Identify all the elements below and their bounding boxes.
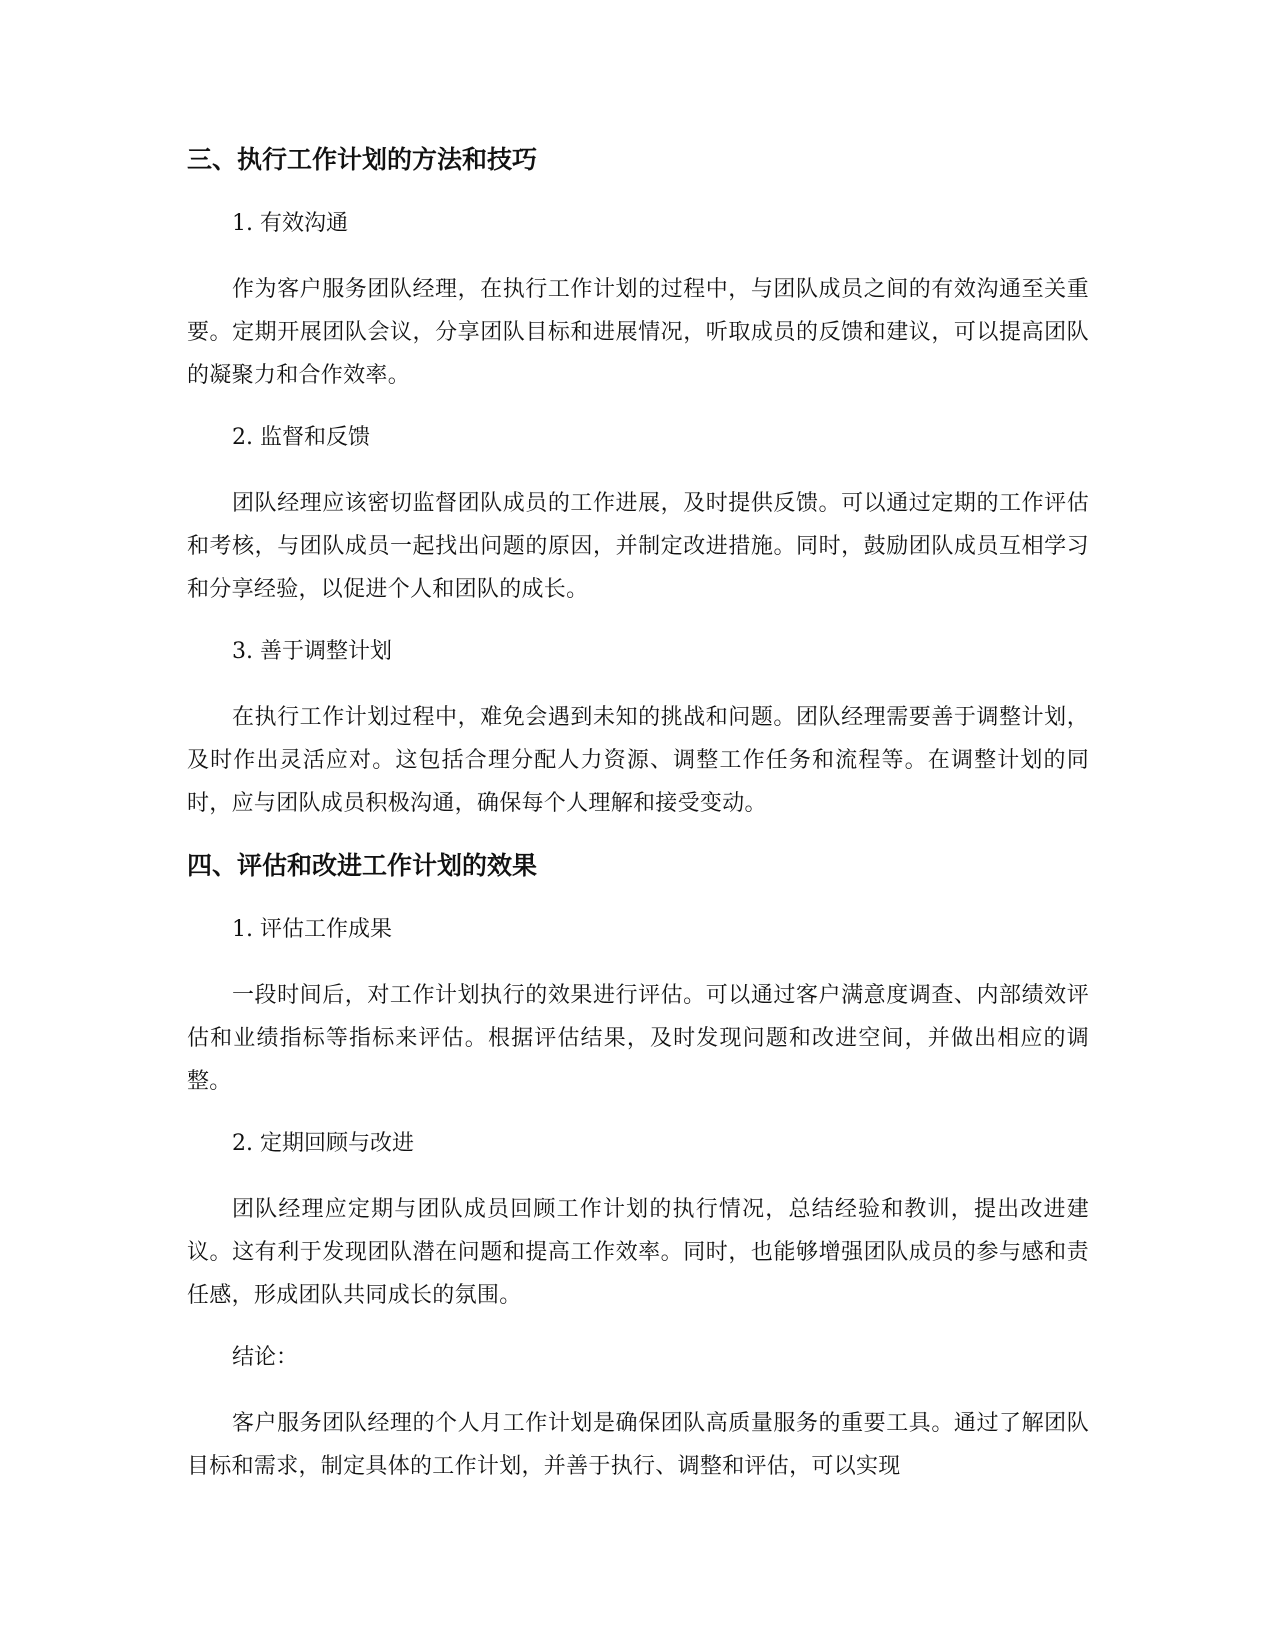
subsection-heading: 2. 定期回顾与改进 xyxy=(232,1131,414,1156)
subsection-heading: 2. 监督和反馈 xyxy=(232,425,370,450)
paragraph: 一段时间后，对工作计划执行的效果进行评估。可以通过客户满意度调查、内部绩效评估和业绩指标等指标来评估。根据评估结果，及时发现问题和改进空间，并做出相应的调整。 xyxy=(187,983,1089,1094)
document-body xyxy=(187,140,1089,1488)
section-heading: 四、评估和改进工作计划的效果 xyxy=(187,851,538,880)
paragraph: 作为客户服务团队经理，在执行工作计划的过程中，与团队成员之间的有效沟通至关重要。定期开展团队会议，分享团队目标和进展情况，听取成员的反馈和建议，可以提高团队的凝聚力和合作效率。 xyxy=(187,277,1089,388)
paragraph: 在执行工作计划过程中，难免会遇到未知的挑战和问题。团队经理需要善于调整计划，及时作出灵活应对。这包括合理分配人力资源、调整工作任务和流程等。在调整计划的同时，应与团队成员积极沟通，确保每个人理解和接受变动。 xyxy=(187,705,1089,816)
section-heading: 三、执行工作计划的方法和技巧 xyxy=(187,145,538,174)
paragraph: 团队经理应该密切监督团队成员的工作进展，及时提供反馈。可以通过定期的工作评估和考核，与团队成员一起找出问题的原因，并制定改进措施。同时，鼓励团队成员互相学习和分享经验，以促进个人和团队的成长。 xyxy=(187,491,1089,602)
subsection-heading: 3. 善于调整计划 xyxy=(232,639,392,664)
conclusion-paragraph: 客户服务团队经理的个人月工作计划是确保团队高质量服务的重要工具。通过了解团队目标和需求，制定具体的工作计划，并善于执行、调整和评估，可以实现 xyxy=(187,1411,1089,1479)
paragraph: 团队经理应定期与团队成员回顾工作计划的执行情况，总结经验和教训，提出改进建议。这有利于发现团队潜在问题和提高工作效率。同时，也能够增强团队成员的参与感和责任感，形成团队共同成长的氛围。 xyxy=(187,1197,1089,1308)
subsection-heading: 1. 评估工作成果 xyxy=(232,917,392,942)
subsection-heading: 1. 有效沟通 xyxy=(232,211,348,236)
conclusion-heading: 结论： xyxy=(232,1345,299,1370)
